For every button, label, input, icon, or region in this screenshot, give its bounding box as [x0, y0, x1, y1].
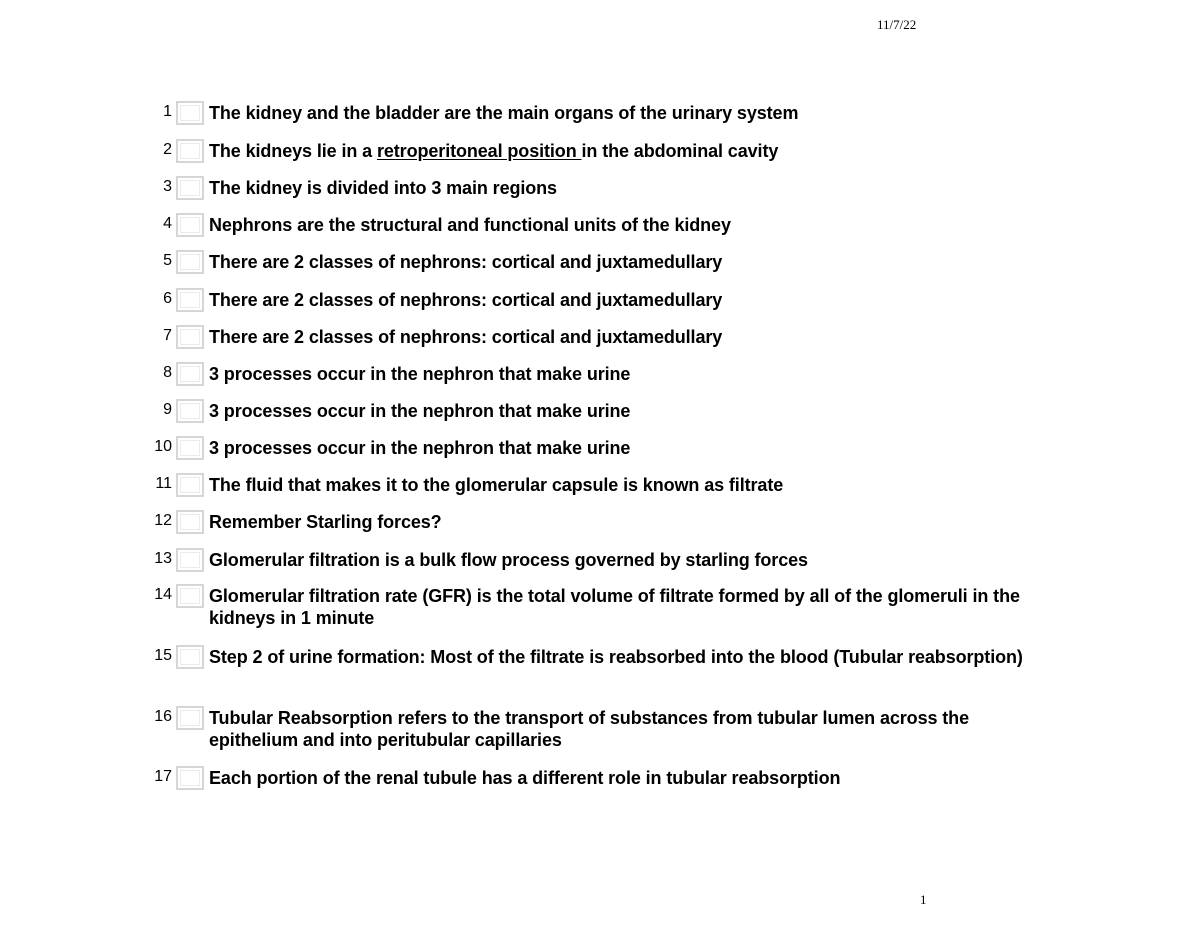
slide-title: [209, 140, 1049, 162]
slide-title: Glomerular filtration is a bulk flow process governed by starling forces: [209, 550, 808, 570]
slide-row[interactable]: [140, 176, 1140, 216]
slide-title: There are 2 classes of nephrons: cortical and juxtamedullary: [209, 290, 723, 310]
slide-row[interactable]: [140, 706, 1140, 756]
slide-number: 15: [154, 647, 172, 664]
slide-title: 3 processes occur in the nephron that make urine: [209, 438, 631, 458]
slide-thumbnail[interactable]: [176, 362, 204, 386]
slide-thumbnail[interactable]: [176, 288, 204, 312]
slide-number: 10: [154, 438, 172, 455]
slide-thumbnail[interactable]: [176, 176, 204, 200]
slide-number: 1: [163, 103, 172, 120]
slide-row[interactable]: [140, 399, 1140, 439]
slide-number: 7: [163, 327, 172, 344]
page-date: 11/7/22: [877, 17, 917, 32]
slide-thumbnail[interactable]: [176, 325, 204, 349]
slide-row[interactable]: [140, 548, 1140, 588]
slide-row[interactable]: [140, 766, 1140, 806]
slide-title: 3 processes occur in the nephron that make urine: [209, 401, 631, 421]
slide-thumbnail[interactable]: [176, 101, 204, 125]
slide-number: 17: [154, 768, 172, 785]
slide-row[interactable]: [140, 101, 1140, 141]
slide-thumbnail[interactable]: [176, 584, 204, 608]
slide-number: 5: [163, 252, 172, 269]
slide-number: 13: [154, 550, 172, 567]
slide-thumbnail[interactable]: [176, 510, 204, 534]
slide-number: 9: [163, 401, 172, 418]
slide-title: Tubular Reabsorption refers to the transport of substances from tubular lumen across the epithelium and into peritubular capillaries: [209, 708, 969, 750]
slide-thumbnail[interactable]: [176, 139, 204, 163]
slide-thumbnail[interactable]: [176, 473, 204, 497]
slide-number: 3: [163, 178, 172, 195]
page-number: 1: [920, 892, 927, 907]
slide-row[interactable]: [140, 139, 1140, 179]
slide-title: Each portion of the renal tubule has a different role in tubular reabsorption: [209, 768, 841, 788]
slide-thumbnail[interactable]: [176, 213, 204, 237]
slide-row[interactable]: [140, 584, 1140, 634]
slide-title: The kidney and the bladder are the main organs of the urinary system: [209, 103, 799, 123]
slide-title: Nephrons are the structural and functional units of the kidney: [209, 215, 731, 235]
slide-row[interactable]: [140, 645, 1140, 695]
slide-row[interactable]: [140, 325, 1140, 365]
slide-thumbnail[interactable]: [176, 250, 204, 274]
slide-row[interactable]: [140, 213, 1140, 253]
slide-row[interactable]: [140, 288, 1140, 328]
slide-number: 11: [155, 475, 172, 492]
slide-number: 8: [163, 364, 172, 381]
slide-title: 3 processes occur in the nephron that make urine: [209, 364, 631, 384]
underlined-term: retroperitoneal position: [376, 141, 582, 161]
slide-thumbnail[interactable]: [176, 548, 204, 572]
slide-title: Step 2 of urine formation: Most of the filtrate is reabsorbed into the blood (Tubular reabsorption): [209, 647, 1023, 667]
slide-title: The fluid that makes it to the glomerular capsule is known as filtrate: [209, 475, 784, 495]
slide-number: 4: [163, 215, 172, 232]
slide-title-part: The kidneys lie in a: [209, 141, 377, 161]
slide-row[interactable]: [140, 473, 1140, 513]
slide-number: 6: [163, 290, 172, 307]
slide-row[interactable]: [140, 250, 1140, 290]
slide-thumbnail[interactable]: [176, 766, 204, 790]
slide-title: Remember Starling forces?: [209, 512, 442, 532]
slide-thumbnail[interactable]: [176, 706, 204, 730]
slide-title: There are 2 classes of nephrons: cortical and juxtamedullary: [209, 252, 723, 272]
slide-number: 16: [154, 708, 172, 725]
slide-row[interactable]: [140, 362, 1140, 402]
slide-title: The kidney is divided into 3 main regions: [209, 178, 557, 198]
slide-row[interactable]: [140, 436, 1140, 476]
slide-number: 12: [154, 512, 172, 529]
slide-row[interactable]: [140, 510, 1140, 550]
slide-thumbnail[interactable]: [176, 436, 204, 460]
slide-title: There are 2 classes of nephrons: cortical and juxtamedullary: [209, 327, 723, 347]
slide-number: 14: [154, 586, 172, 603]
slide-thumbnail[interactable]: [176, 645, 204, 669]
slide-number: 2: [163, 141, 172, 158]
slide-thumbnail[interactable]: [176, 399, 204, 423]
slide-title-part: in the abdominal cavity: [581, 141, 779, 161]
slide-title: Glomerular filtration rate (GFR) is the total volume of filtrate formed by all of the glomeruli in the kidneys in 1 minute: [209, 586, 1020, 628]
